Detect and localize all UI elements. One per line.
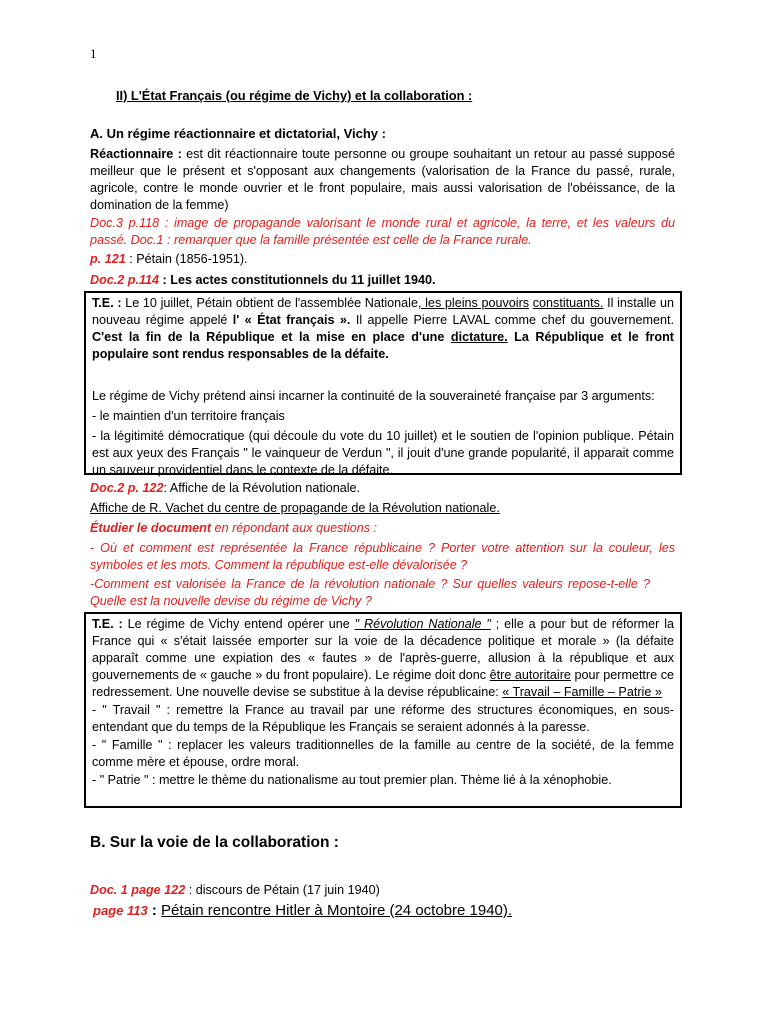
te2-label: T.E. : [92,617,123,631]
doc2-114-text: : Les actes constitutionnels du 11 juillet 1940. [159,273,436,287]
question-2: -Comment est valorisée la France de la révolution nationale ? Sur quelles valeurs repose-t-elle ? Quelle est la nouvelle devise du régime de Vichy ? [90,577,650,608]
etudier-line [90,519,377,537]
te1-text-2: Il installe un nouveau régime appelé [92,296,674,327]
affiche-caption: Affiche de R. Vachet du centre de propagande de la Révolution nationale. [90,501,500,515]
reactionnaire-text: est dit réactionnaire toute personne ou groupe souhaitant un retour au passé supposé meilleur que le présent et s'opposant aux changements (valorisation de la France du passé, rurale, agricole, contre le monde ouvrier et le front populaire, mais aussi valorisation de l'obéissance, de la domination de la femme) [90,147,675,212]
doc2-114-ref: Doc.2 p.114 [90,273,160,287]
te-box-1 [84,291,682,475]
te-box-2-main [92,616,674,701]
te-box-1-intro: Le régime de Vichy prétend ainsi incarner la continuité de la souveraineté française par 3 arguments: [92,389,655,403]
te-box-1-arg1: - le maintien d'un territoire français [92,409,285,423]
doc1-line [90,881,380,899]
te2-text-3: pour permettre ce redressement. Une nouvelle devise se substitue à la devise républicaine: [92,668,674,699]
te1-bold-3: La République et le front populaire sont rendus responsables de la défaite. [92,330,674,361]
doc2-114-line [90,271,436,289]
te1-dictature: dictature. [450,330,508,344]
te2-text-2: ; elle a pour but de réformer la France qui « s'était laissée emporter sur la voie de la décadence politique et morale » (la défaite apparaît comme une expiation des « fautes » de l'après-guerre, allusion à la république et aux gouvernements de « gauche » du front populaire). Le régime doit donc [92,617,674,682]
p113-text: Pétain rencontre Hitler à Montoire (24 octobre 1940). [161,902,513,919]
te-box-2-travail: - " Travail " : remettre la France au travail par une réforme des structures économiques, en sous-entendant que du temps de la République les Français se seraient adonnés à la paresse. [92,703,674,734]
te1-underline-2: constituants. [532,296,604,310]
doc2-122-line [90,479,360,497]
reactionnaire-definition [90,146,675,214]
te-box-2-patrie: - " Patrie " : mettre le thème du nationalisme au tout premier plan. Thème lié à la xénophobie. [92,773,612,787]
etudier-rest: en répondant aux questions : [211,521,378,535]
te-box-2 [84,612,682,808]
te-label: T.E. : [92,296,122,310]
section-b-heading: B. Sur la voie de la collaboration : [90,834,339,851]
te-box-1-main [92,295,674,363]
p113-line [93,902,512,920]
p121-text: : Pétain (1856-1951). [125,252,248,266]
te2-devise: « Travail – Famille – Patrie » [502,685,662,699]
te-box-2-famille: - " Famille " : replacer les valeurs traditionnelles de la famille au centre de la société, de la femme comme mère et épouse, ordre moral. [92,738,674,769]
p121-line [90,250,248,268]
doc1-text: : discours de Pétain (17 juin 1940) [185,883,380,897]
page-title: II) L'État Français (ou régime de Vichy) et la collaboration : [116,88,473,103]
question-1: - Où et comment est représentée la France républicaine ? Porter votre attention sur la couleur, les symboles et les mots. Comment la république est-elle dévalorisée ? [90,541,675,572]
doc1-ref: Doc. 1 page 122 [90,883,186,897]
te1-bold: l' « État français ». [232,313,351,327]
doc2-122-ref: Doc.2 p. 122 [90,481,164,495]
p113-ref: page 113 [93,903,148,918]
te1-text-3: Il appelle Pierre LAVAL comme chef du gouvernement. [350,313,674,327]
te2-revolution: " Révolution Nationale " [354,617,491,631]
doc2-122-text: : Affiche de la Révolution nationale. [163,481,361,495]
te1-bold-2: C'est la fin de la République et la mise en place d'une [92,330,451,344]
te2-text: Le régime de Vichy entend opérer une [122,617,355,631]
section-a-heading: A. Un régime réactionnaire et dictatorial, Vichy : [90,126,386,141]
page-number: 1 [90,46,97,61]
te1-underline: , les pleins pouvoirs [417,296,530,310]
p113-colon: : [147,902,162,919]
reactionnaire-term: Réactionnaire : [90,147,182,161]
p121-ref: p. 121 [90,252,126,266]
doc3-note: Doc.3 p.118 : image de propagande valorisant le monde rural et agricole, la terre, et les valeurs du passé. Doc.1 : remarquer que la famille présentée est celle de la France rurale. [90,216,675,247]
te2-autoritaire: être autoritaire [489,668,571,682]
te-box-1-arg2: - la légitimité démocratique (qui découle du vote du 10 juillet) et le soutien de l'opinion publique. Pétain est aux yeux des Français " le vainqueur de Verdun ", il jouit d'une grande popularité, il apparait comme un sauveur providentiel dans le contexte de la défaite. [92,429,674,477]
te1-text: Le 10 juillet, Pétain obtient de l'assemblée Nationale [121,296,418,310]
etudier-bold: Étudier le document [90,521,212,535]
